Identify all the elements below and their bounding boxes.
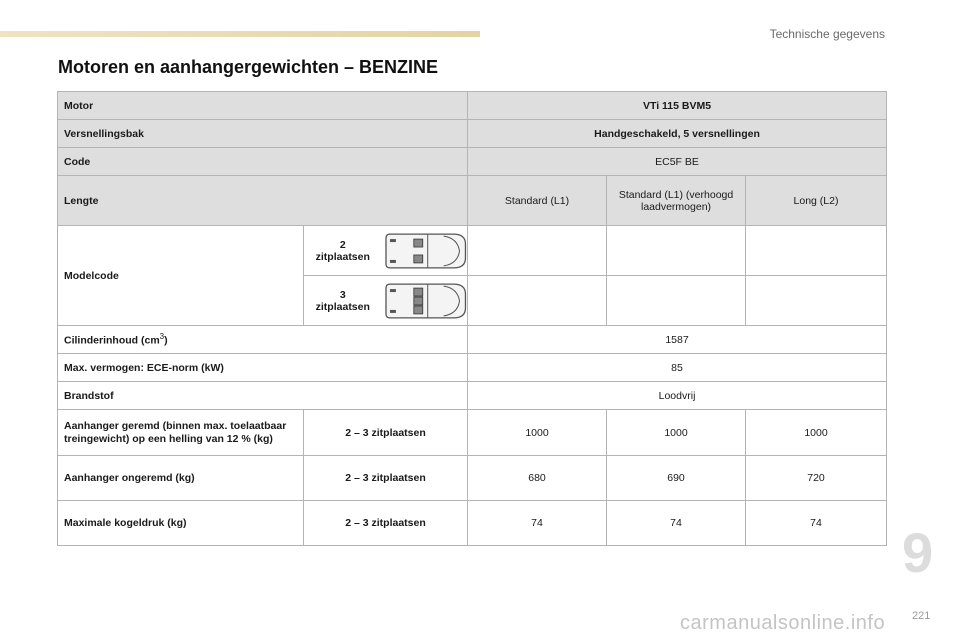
noseweight-long: 74 [746,501,887,546]
modelcode-2-seats-standard [468,226,607,276]
noseweight-standard-heavy: 74 [607,501,746,546]
gearbox-value: Handgeschakeld, 5 versnellingen [468,120,887,148]
section-label: Technische gegevens [769,27,885,41]
braked-trailer-long: 1000 [746,410,887,456]
displacement-unit-sup: 3 [159,332,165,342]
top-accent-bar [0,31,480,37]
seats-2-word: zitplaatsen [315,250,370,263]
power-label: Max. vermogen: ECE-norm (kW) [58,354,468,382]
noseweight-label: Maximale kogeldruk (kg) [58,501,304,546]
displacement-value: 1587 [468,326,887,354]
modelcode-2-seats-long [746,226,887,276]
van-2-seats-icon [384,230,467,272]
chapter-number: 9 [902,521,934,584]
fuel-row [58,382,887,410]
length-label: Lengte [58,176,468,226]
modelcode-2-seats-standard-heavy [607,226,746,276]
power-row [58,354,887,382]
page-title: Motoren en aanhangergewichten – BENZINE [58,57,439,77]
code-value: EC5F BE [468,148,887,176]
page-number: 221 [912,610,931,622]
watermark: carmanualsonline.info [680,612,886,634]
van-3-seats-icon [384,280,467,322]
noseweight-seats: 2 – 3 zitplaatsen [304,501,468,546]
unbraked-trailer-seats: 2 – 3 zitplaatsen [304,456,468,501]
unbraked-trailer-label: Aanhanger ongeremd (kg) [58,456,304,501]
code-label: Code [58,148,468,176]
modelcode-3-seats-standard [468,276,607,326]
noseweight-row [58,501,887,546]
braked-trailer-row [58,410,887,456]
unbraked-trailer-row [58,456,887,501]
motor-row [58,92,887,120]
noseweight-standard: 74 [468,501,607,546]
displacement-label: Cilinderinhoud $(cm^3)$ [58,326,468,354]
motor-label: Motor [58,92,468,120]
gearbox-row [58,120,887,148]
length-standard-heavy: Standard (L1) (verhoogd laadvermogen) [607,176,746,226]
modelcode-3-seats-standard-heavy [607,276,746,326]
seats-3-cell [304,276,468,326]
modelcode-label: Modelcode [58,226,304,326]
seats-3-count: 3 [339,288,346,301]
braked-trailer-seats: 2 – 3 zitplaatsen [304,410,468,456]
fuel-label: Brandstof [58,382,468,410]
braked-trailer-standard-heavy: 1000 [607,410,746,456]
braked-trailer-label: Aanhanger geremd (binnen max. toelaatbaar treingewicht) op een helling van 12 % (kg) [58,410,304,456]
seats-2-cell [304,226,468,276]
seats-2-count: 2 [339,238,346,251]
motor-value: VTi 115 BVM5 [468,92,887,120]
fuel-value: Loodvrij [468,382,887,410]
unbraked-trailer-long: 720 [746,456,887,501]
length-long: Long (L2) [746,176,887,226]
modelcode-row-2-seats [58,226,887,276]
seats-3-word: zitplaatsen [315,300,370,313]
gearbox-label: Versnellingsbak [58,120,468,148]
displacement-row [58,326,887,354]
braked-trailer-standard: 1000 [468,410,607,456]
code-row [58,148,887,176]
unbraked-trailer-standard: 680 [468,456,607,501]
spec-table [57,91,887,546]
length-row [58,176,887,226]
modelcode-3-seats-long [746,276,887,326]
unbraked-trailer-standard-heavy: 690 [607,456,746,501]
power-value: 85 [468,354,887,382]
length-standard: Standard (L1) [468,176,607,226]
